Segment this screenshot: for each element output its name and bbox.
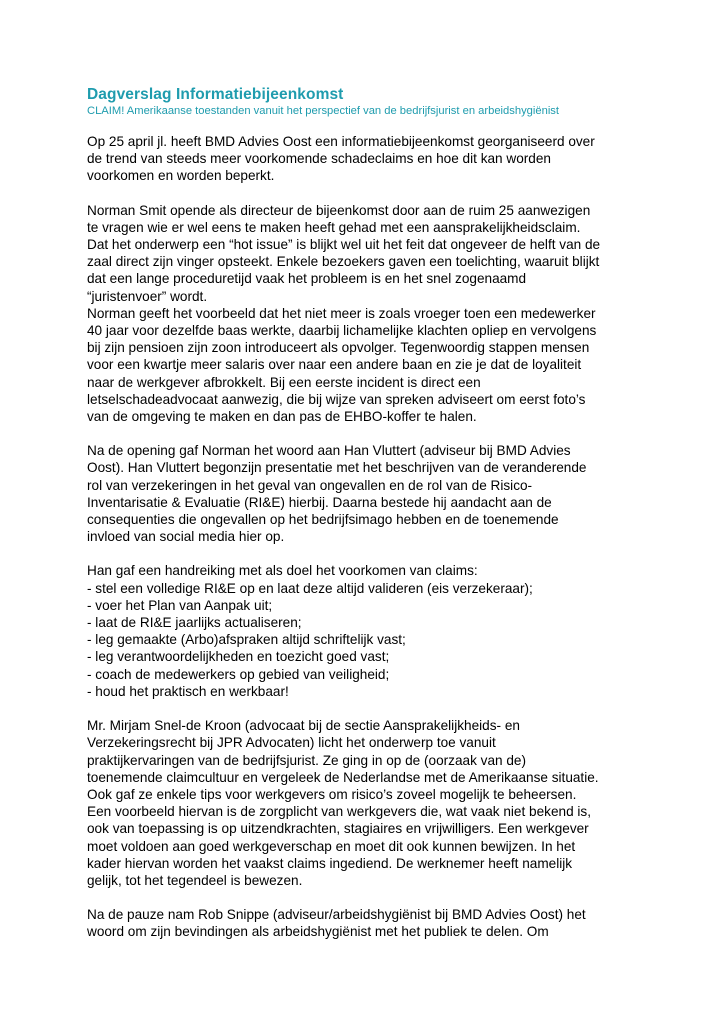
text-line: Norman Smit opende als directeur de bijeenkomst door aan de ruim 25 aanwezigen: [87, 202, 591, 218]
document-body: [87, 133, 662, 941]
text-line: Norman geeft het voorbeeld dat het niet meer is zoals vroeger toen een medewerker: [87, 305, 596, 321]
text-line: 40 jaar voor dezelfde baas werkte, daarbij lichamelijke klachten opliep en vervolgens: [87, 323, 597, 339]
text-line: toenemende claimcultuur en vergeleek de Nederlandse met de Amerikaanse situatie.: [87, 769, 599, 785]
text-line: Een voorbeeld hiervan is de zorgplicht van werkgevers die, wat vaak niet bekend is,: [87, 804, 592, 820]
text-line: Mr. Mirjam Snel-de Kroon (advocaat bij de sectie Aansprakelijkheids- en: [87, 718, 520, 734]
document-page: [87, 86, 662, 958]
text-line: Oost). Han Vluttert begonzijn presentatie met het beschrijven van de veranderende: [87, 460, 587, 476]
text-line: Inventarisatie & Evaluatie (RI&E) hierbij. Daarna bestede hij aandacht aan de: [87, 494, 552, 510]
text-line: de trend van steeds meer voorkomende schadeclaims en hoe dit kan worden: [87, 151, 551, 167]
text-line: Ook gaf ze enkele tips voor werkgevers om risico’s zoveel mogelijk te beheersen.: [87, 786, 577, 802]
body-paragraph: [87, 906, 662, 940]
text-line: “juristenvoer” wordt.: [87, 288, 208, 304]
text-line: - laat de RI&E jaarlijks actualiseren;: [87, 615, 302, 631]
text-line: Na de opening gaf Norman het woord aan Han Vluttert (adviseur bij BMD Advies: [87, 443, 571, 459]
text-line: - stel een volledige RI&E op en laat deze altijd valideren (eis verzekeraar);: [87, 580, 533, 596]
text-line: voor een kwartje meer salaris over naar een andere baan en zie je dat de loyaliteit: [87, 357, 582, 373]
text-line: Han gaf een handreiking met als doel het voorkomen van claims:: [87, 563, 478, 579]
text-line: Op 25 april jl. heeft BMD Advies Oost een informatiebijeenkomst georganiseerd over: [87, 134, 595, 149]
text-line: Dat het onderwerp een “hot issue” is blijkt wel uit het feit dat ongeveer de helft van de: [87, 237, 601, 253]
text-line: gelijk, tot het tegendeel is bewezen.: [87, 872, 303, 888]
text-line: rol van verzekeringen in het geval van ongevallen en de rol van de Risico-: [87, 477, 533, 493]
document-subtitle: CLAIM! Amerikaanse toestanden vanuit het perspectief van de bedrijfsjurist en arbeidshygiënist: [87, 105, 560, 117]
body-paragraph: [87, 133, 662, 185]
text-line: te vragen wie er wel eens te maken heeft gehad met een aansprakelijkheidsclaim.: [87, 219, 581, 235]
text-line: van de omgeving te maken en dan pas de EHBO-koffer te halen.: [87, 409, 477, 425]
text-line: voorkomen en worden beperkt.: [87, 168, 275, 184]
document-title: Dagverslag Informatiebijeenkomst: [87, 86, 344, 103]
text-line: - leg verantwoordelijkheden en toezicht goed vast;: [87, 649, 390, 665]
text-line: dat een lange proceduretijd vaak het probleem is en het snel zogenaamd: [87, 271, 527, 287]
text-line: naar de werkgever afbrokkelt. Bij een eerste incident is direct een: [87, 374, 481, 390]
text-line: ook van toepassing is op uitzendkrachten, stagiaires en vrijwilligers. Een werkgever: [87, 821, 589, 837]
text-line: - voer het Plan van Aanpak uit;: [87, 597, 273, 613]
text-line: Verzekeringsrecht bij JPR Advocaten) licht het onderwerp toe vanuit: [87, 735, 496, 751]
text-line: bij zijn pensioen zijn zoon introduceert als opvolger. Tegenwoordig stappen mensen: [87, 340, 590, 356]
text-line: praktijkervaringen van de bedrijfsjurist. Ze ging in op de (oorzaak van de): [87, 752, 527, 768]
text-line: Na de pauze nam Rob Snippe (adviseur/arbeidshygiënist bij BMD Advies Oost) het: [87, 907, 586, 923]
text-line: moet voldoen aan goed werkgeverschap en moet dit ook kunnen bewijzen. In het: [87, 838, 576, 854]
text-line: kader hiervan worden het vaakst claims ingediend. De werknemer heeft namelijk: [87, 855, 573, 871]
text-line: woord om zijn bevindingen als arbeidshygiënist met het publiek te delen. Om: [87, 924, 549, 940]
text-line: invloed van social media hier op.: [87, 529, 285, 545]
text-line: zaal direct zijn vinger opsteekt. Enkele bezoekers gaven een toelichting, waaruit blijkt: [87, 254, 600, 270]
text-line: consequenties die ongevallen op het bedrijfsimago hebben en de toenemende: [87, 512, 559, 528]
body-paragraph: [87, 717, 662, 889]
body-paragraph: [87, 562, 662, 700]
text-line: letselschadeadvocaat aanwezig, die bij wijze van spreken adviseert om eerst foto’s: [87, 391, 586, 407]
text-line: - leg gemaakte (Arbo)afspraken altijd schriftelijk vast;: [87, 632, 406, 648]
text-line: - houd het praktisch en werkbaar!: [87, 683, 289, 699]
text-line: - coach de medewerkers op gebied van veiligheid;: [87, 666, 390, 682]
body-paragraph: [87, 442, 662, 545]
body-paragraph: [87, 202, 662, 305]
body-paragraph: [87, 305, 662, 425]
